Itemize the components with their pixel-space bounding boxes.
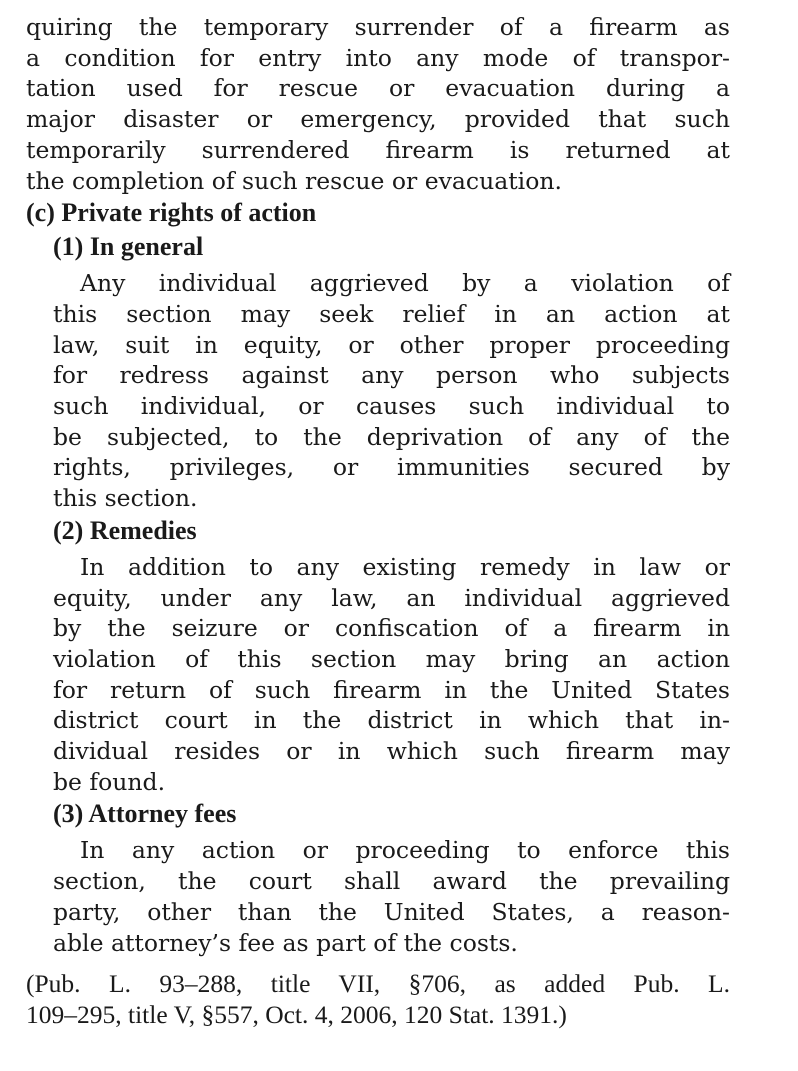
- continuation-paragraph: [26, 12, 730, 196]
- text-line: the completion of such rescue or evacuation.: [26, 166, 562, 195]
- text-line: temporarily surrendered firearm is returned at: [26, 135, 730, 164]
- text-line: In any action or proceeding to enforce this: [80, 836, 730, 865]
- paragraph-3-body: [53, 835, 730, 958]
- paragraph-2-heading: (2) Remedies: [53, 515, 197, 545]
- text-line: district court in the district in which that in-: [53, 706, 730, 735]
- source-citation: [26, 968, 730, 1030]
- text-line: major disaster or emergency, provided that such: [26, 105, 730, 134]
- text-line: In addition to any existing remedy in law or: [80, 552, 730, 581]
- text-line: for return of such firearm in the United States: [53, 675, 730, 704]
- paragraph-2-body: [53, 552, 730, 798]
- text-line: law, suit in equity, or other proper proceeding: [53, 330, 730, 359]
- text-line: a condition for entry into any mode of transpor-: [26, 43, 730, 72]
- text-line: quiring the temporary surrender of a firearm as: [26, 13, 730, 41]
- citation-line: (Pub. L. 93–288, title VII, §706, as added Pub. L.: [26, 969, 730, 999]
- paragraph-1-heading: (1) In general: [53, 232, 204, 262]
- text-line: dividual resides or in which such firearm may: [53, 737, 730, 766]
- citation-line: 109–295, title V, §557, Oct. 4, 2006, 120 Stat. 1391.): [26, 1000, 567, 1030]
- text-line: be found.: [53, 767, 166, 796]
- text-line: Any individual aggrieved by a violation of: [80, 269, 730, 298]
- text-line: this section.: [53, 484, 198, 513]
- text-line: able attorney’s fee as part of the costs.: [53, 928, 518, 957]
- subsection-c-heading: (c) Private rights of action: [26, 198, 317, 228]
- text-line: equity, under any law, an individual aggrieved: [53, 583, 730, 612]
- text-line: section, the court shall award the prevailing: [53, 867, 730, 896]
- paragraph-1-body: [53, 268, 730, 514]
- text-line: such individual, or causes such individual to: [53, 392, 730, 421]
- text-line: tation used for rescue or evacuation during a: [26, 74, 730, 103]
- text-line: rights, privileges, or immunities secured by: [53, 453, 730, 482]
- text-line: this section may seek relief in an action at: [53, 299, 730, 328]
- text-line: violation of this section may bring an action: [53, 644, 730, 673]
- text-line: be subjected, to the deprivation of any of the: [53, 422, 730, 451]
- text-line: party, other than the United States, a reason-: [53, 897, 730, 926]
- text-line: for redress against any person who subjects: [53, 361, 730, 390]
- paragraph-3-heading: (3) Attorney fees: [53, 799, 237, 829]
- text-line: by the seizure or confiscation of a firearm in: [53, 614, 730, 643]
